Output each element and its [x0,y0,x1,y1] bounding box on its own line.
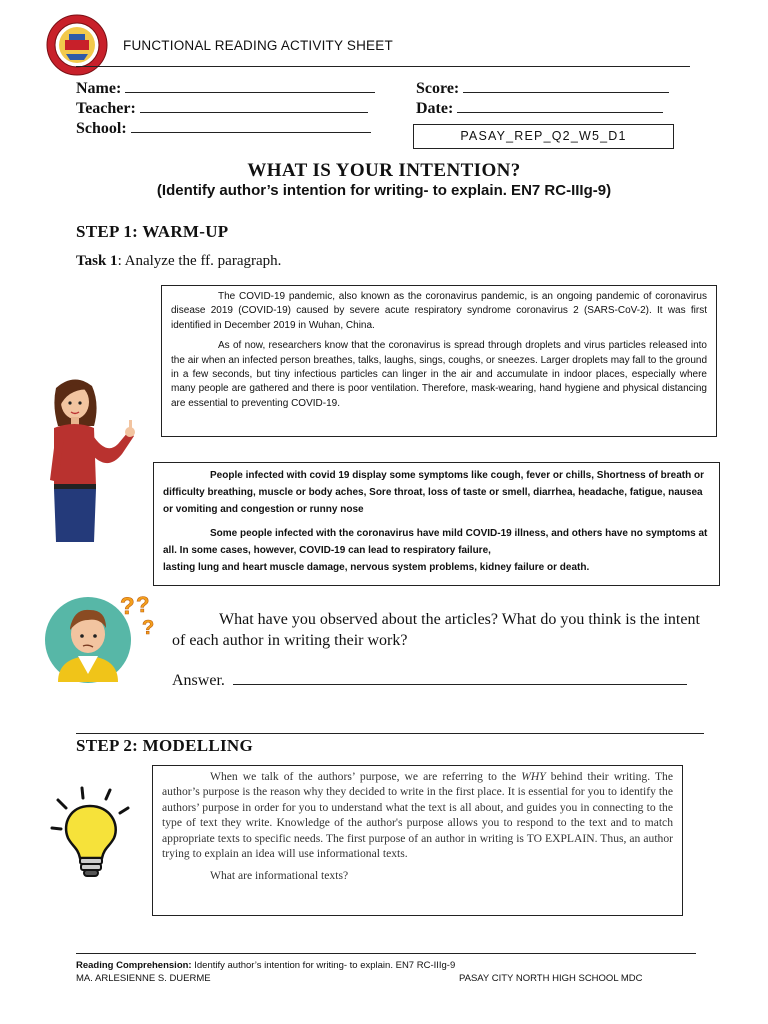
task-label: Task 1 [76,253,118,269]
article-1-paragraph-2: As of now, researchers know that the coronavirus is spread through droplets and virus particles released into the air when an infected person breathes, talks, laughs, sings, coughs, or sneezes. Larger droplets may fall to the ground in a few seconds, but tiny infectious particles can linger in the air and accumulate in indoor places, especially where many people are gathered and there is poor ventilation. Therefore, mask-wearing, hand hygiene and physical distancing are essential to preventing COVID-19. [171,340,707,409]
modelling-p1-rest: behind their writing. The author’s purpose is the reason why they decided to write in the first place. It is essential for you to identify the authors’ purpose in order for you to understand what the text is all about, and guides you in connecting to the type of text they write. Knowledge of the author's purpose allows you to respond to the text and to match appropriate texts to specific needs. The first purpose of an author in writing is TO EXPLAIN. Thus, an author trying to explain an idea will use informational texts. [162,770,673,861]
modelling-p1-emphasis: WHY [521,770,546,783]
modelling-paragraph-2: What are informational texts? [210,869,349,883]
teacher-blank[interactable] [140,100,368,113]
step2-heading: STEP 2: MODELLING [76,736,254,755]
answer-field [172,672,687,690]
article-2-paragraph-2: Some people infected with the coronavirus have mild COVID-19 illness, and others have no symptoms at all. In some cases, however, COVID-19 can lead to respiratory failure, [163,528,708,556]
sheet-title: FUNCTIONAL READING ACTIVITY SHEET [123,38,393,53]
svg-text:?: ? [136,592,150,617]
modelling-p1-start: When we talk of the authors’ purpose, we are referring to the [210,770,522,783]
section-divider [76,733,704,734]
date-label: Date: [416,100,454,117]
school-field [76,120,371,138]
footer-text: Identify author’s intention for writing- to explain. EN7 RC-IIIg-9 [191,960,456,971]
light-bulb-icon [50,786,132,882]
article-2-paragraph-1: People infected with covid 19 display some symptoms like cough, fever or chills, Shortness of breath or difficulty breathing, muscle or body aches, Sore throat, loss of taste or smell, diarrhea, headache, fatigue, nausea or vomiting and congestion or runny nose [163,470,705,515]
name-blank[interactable] [125,80,375,93]
footer-label: Reading Comprehension: [76,960,192,971]
article-1-paragraph-1: The COVID-19 pandemic, also known as the coronavirus pandemic, is an ongoing pandemic of coronavirus disease 2019 (COVID-19) caused by severe acute respiratory syndrome coronavirus 2 (SARS-CoV-2). It was first identified in December 2019 in Wuhan, China. [171,291,707,331]
main-title: WHAT IS YOUR INTENTION? [247,160,521,181]
score-blank[interactable] [463,80,669,93]
modelling-paragraph-1 [162,769,673,861]
modelling-text-box [152,765,683,916]
reflection-question: What have you observed about the articles? What do you think is the intent of each author in writing their work? [172,611,700,649]
header-divider [76,66,690,67]
teacher-label: Teacher: [76,100,136,117]
answer-label: Answer. [172,672,225,689]
svg-text:?: ? [142,617,155,639]
step1-heading: STEP 1: WARM-UP [76,222,229,241]
score-field [416,80,669,98]
footer-author: MA. ARLESIENNE S. DUERME [76,973,211,984]
svg-text:?: ? [120,593,135,620]
score-label: Score: [416,80,460,97]
school-blank[interactable] [131,120,371,133]
confused-student-illustration [44,590,156,686]
name-field [76,80,375,98]
date-field [416,100,663,118]
article-2-last-line: lasting lung and heart muscle damage, nervous system problems, kidney failure or death. [163,562,590,573]
main-subtitle: (Identify author’s intention for writing- to explain. EN7 RC-IIIg-9) [156,182,612,199]
task-line [76,253,281,270]
footer-divider [76,953,696,954]
activity-code-box: PASAY_REP_Q2_W5_D1 [413,124,674,149]
teacher-field [76,100,368,118]
answer-blank[interactable] [233,672,687,685]
footer-competency [76,960,455,971]
date-blank[interactable] [457,100,663,113]
name-label: Name: [76,80,122,97]
footer-school: PASAY CITY NORTH HIGH SCHOOL MDC [459,973,643,984]
teacher-pointing-illustration [44,376,140,548]
article-box-1 [161,285,717,437]
article-box-2 [153,462,720,586]
school-label: School: [76,120,127,137]
task-text: : Analyze the ff. paragraph. [117,253,282,269]
